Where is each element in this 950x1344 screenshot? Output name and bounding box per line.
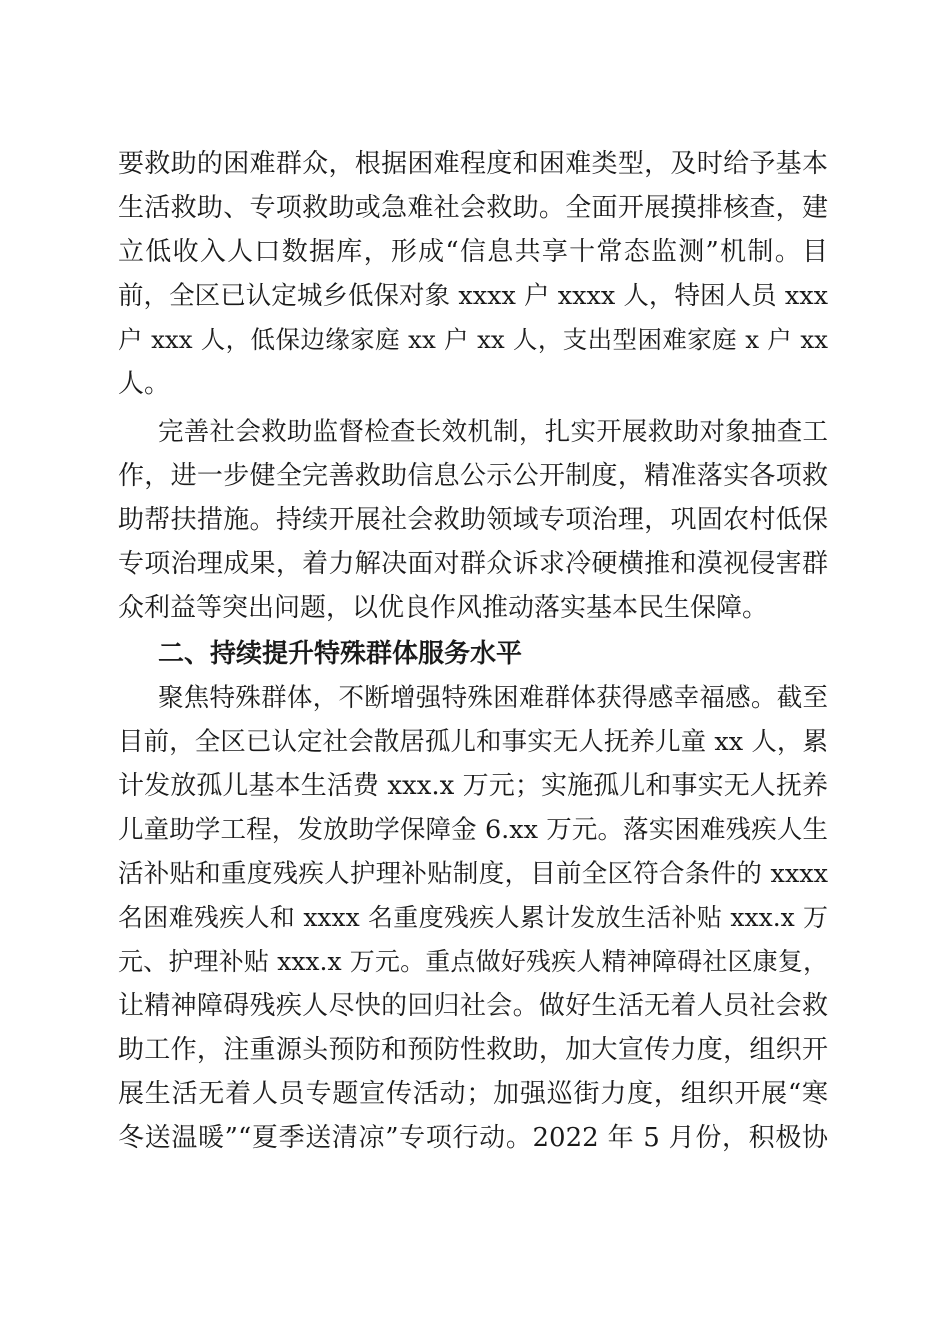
p3-line2: 目前，全区已认定社会散居孤儿和事实无人抚养儿童 xx 人，累 (118, 727, 828, 757)
p2-line5: 众利益等突出问题，以优良作风推动落实基本民生保障。 (118, 593, 769, 623)
p3-line5: 活补贴和重度残疾人护理补贴制度，目前全区符合条件的 xxxx (118, 859, 828, 889)
p3-line8: 让精神障碍残疾人尽快的回归社会。做好生活无着人员社会救 (118, 991, 828, 1021)
p1-line4: 前，全区已认定城乡低保对象 xxxx 户 xxxx 人，特困人员 xxx (118, 281, 828, 311)
section-heading: 二、持续提升特殊群体服务水平 (158, 639, 523, 669)
p3-line7: 元、护理补贴 xxx.x 万元。重点做好残疾人精神障碍社区康复， (118, 947, 828, 976)
p3-line6: 名困难残疾人和 xxxx 名重度残疾人累计发放生活补贴 xxx.x 万 (118, 903, 828, 932)
p3-line11: 冬送温暖”“夏季送清凉”专项行动。2022 年 5 月份，积极协 (118, 1123, 828, 1153)
p1-line1: 要救助的困难群众，根据困难程度和困难类型，及时给予基本 (118, 149, 828, 179)
p1-line3: 立低收入人口数据库，形成“信息共享十常态监测”机制。目 (118, 237, 828, 267)
p3-line3: 计发放孤儿基本生活费 xxx.x 万元；实施孤儿和事实无人抚养 (118, 771, 828, 801)
p1-line6: 人。 (118, 369, 171, 399)
p2-line2: 作，进一步健全完善救助信息公示公开制度，精准落实各项救 (118, 461, 828, 491)
p3-line4: 儿童助学工程，发放助学保障金 6.xx 万元。落实困难残疾人生 (118, 815, 828, 845)
p2-line1: 完善社会救助监督检查长效机制，扎实开展救助对象抽查工 (158, 417, 828, 447)
p1-line2: 生活救助、专项救助或急难社会救助。全面开展摸排核查，建 (118, 193, 828, 223)
p1-line5: 户 xxx 人，低保边缘家庭 xx 户 xx 人，支出型困难家庭 x 户 xx (118, 325, 828, 354)
p3-line9: 助工作，注重源头预防和预防性救助，加大宣传力度，组织开 (118, 1035, 828, 1065)
p3-line1: 聚焦特殊群体，不断增强特殊困难群体获得感幸福感。截至 (158, 683, 828, 713)
p2-line4: 专项治理成果，着力解决面对群众诉求冷硬横推和漠视侵害群 (118, 549, 828, 579)
p2-line3: 助帮扶措施。持续开展社会救助领域专项治理，巩固农村低保 (118, 505, 828, 535)
p3-line10: 展生活无着人员专题宣传活动；加强巡街力度，组织开展“寒 (118, 1079, 828, 1109)
